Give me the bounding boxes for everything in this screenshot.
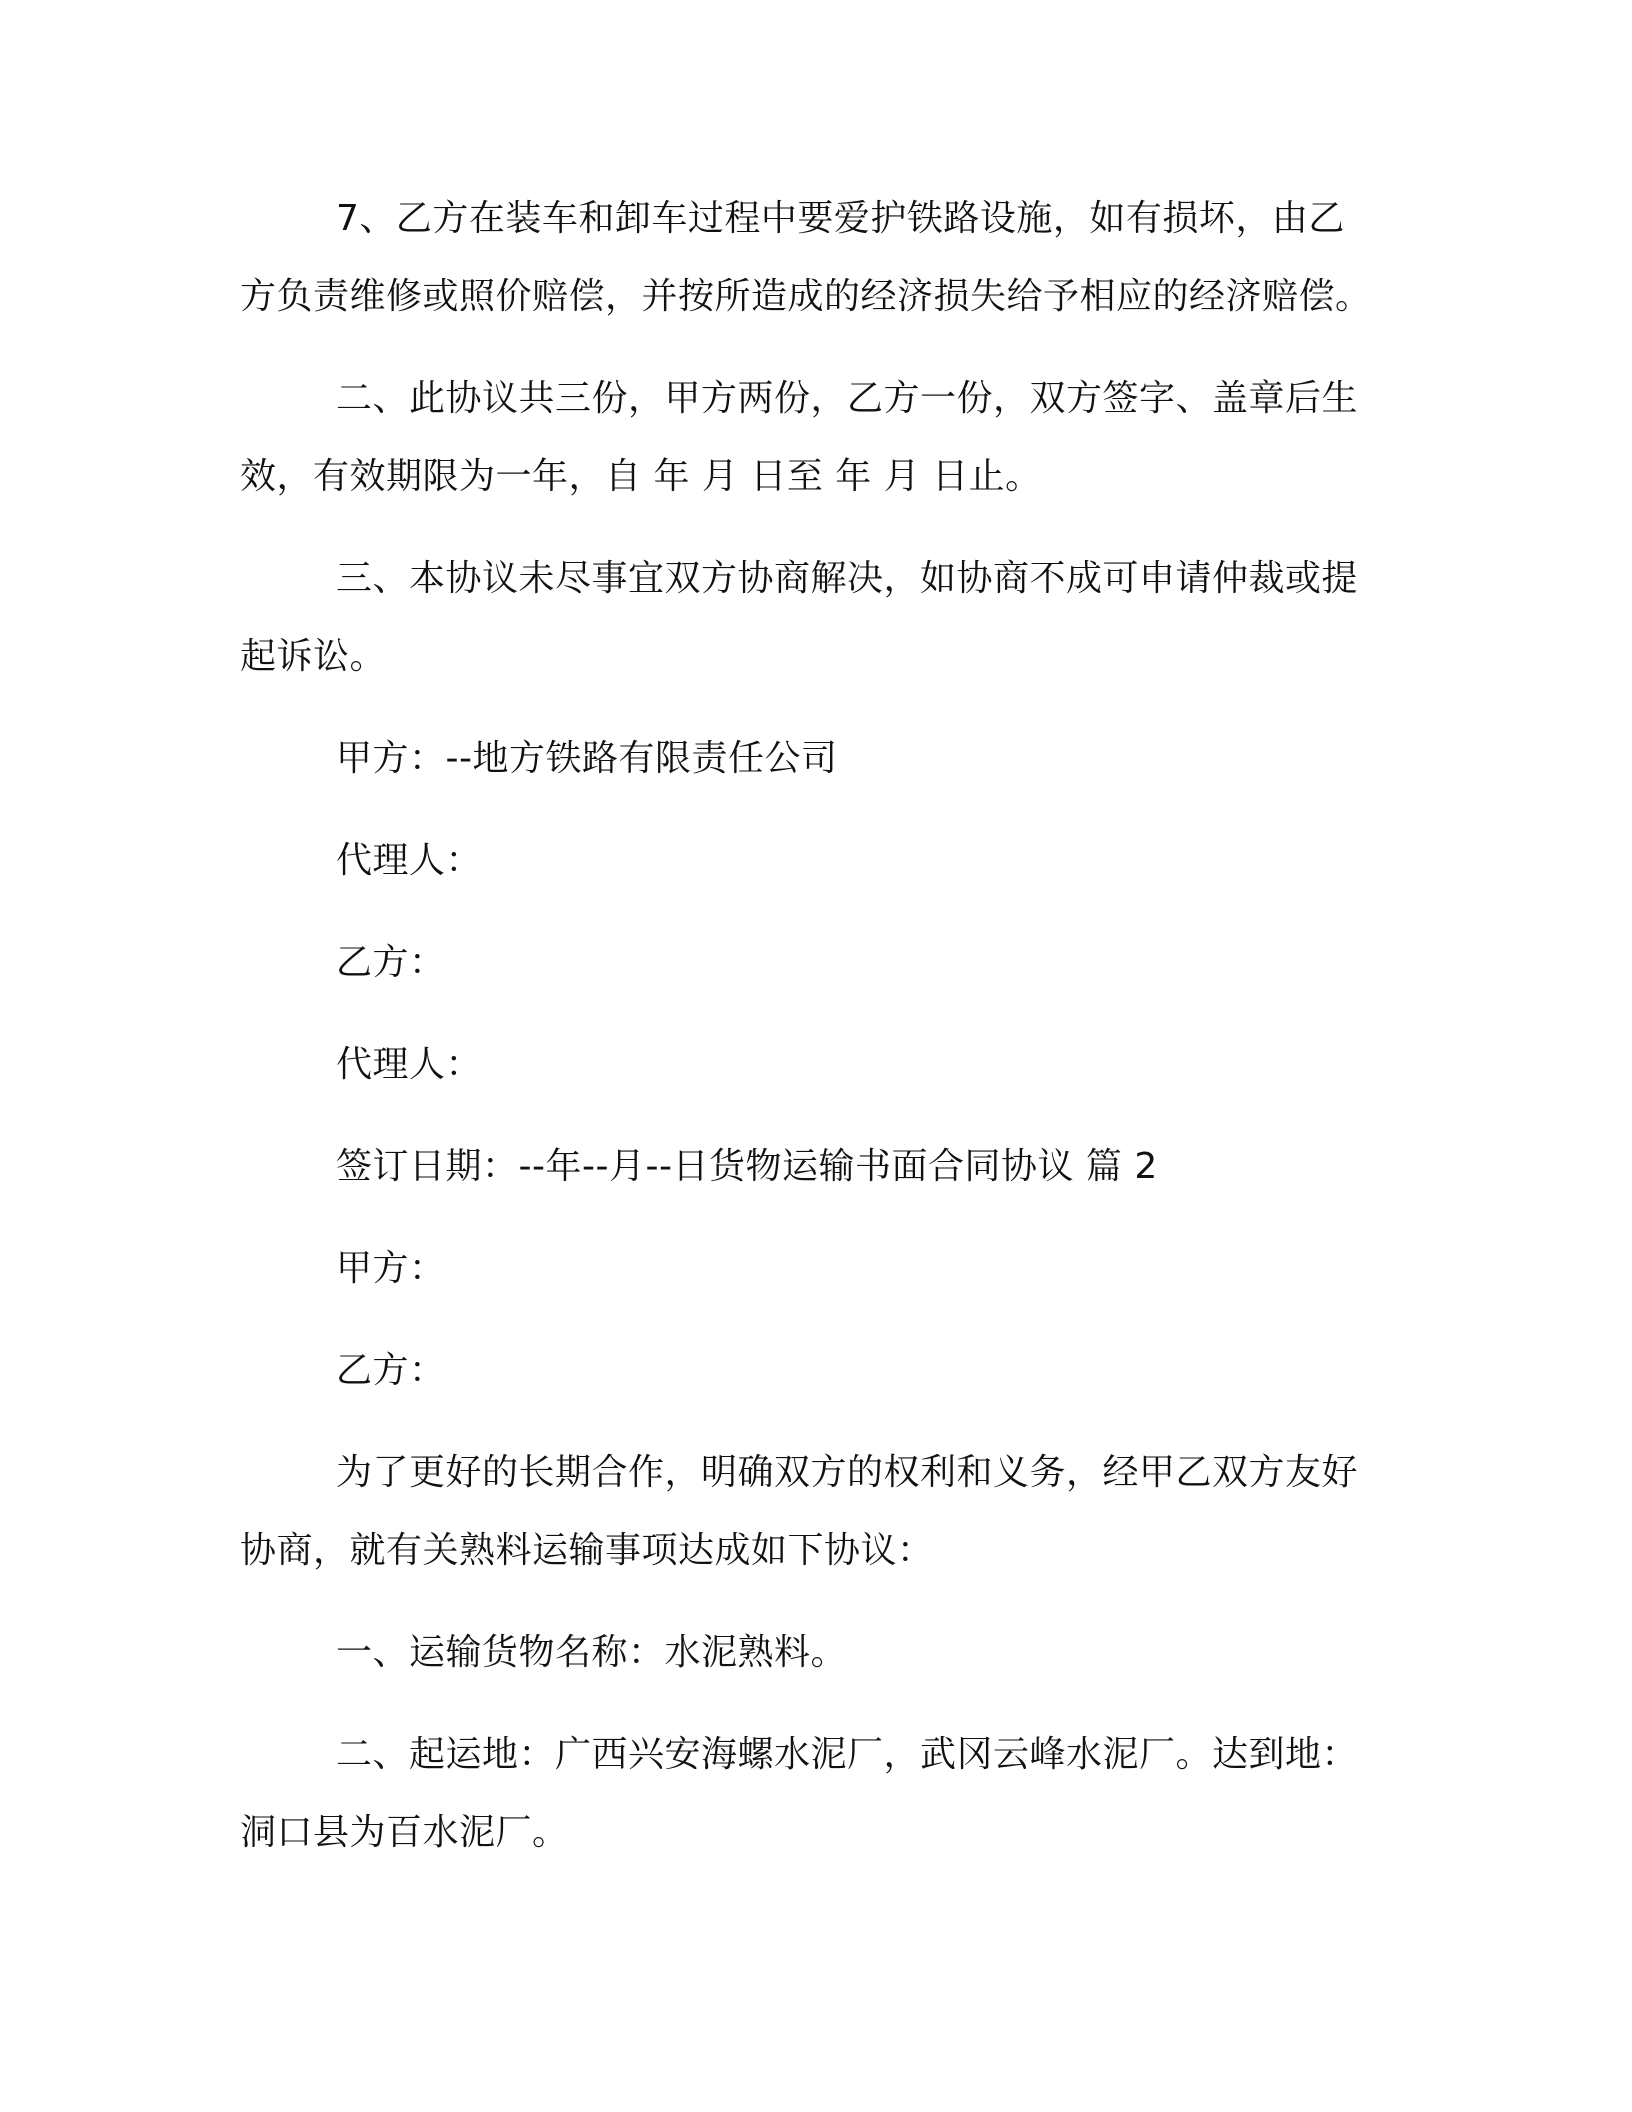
agent-a-line: 代理人： — [336, 840, 483, 881]
party-a-line-2: 甲方： — [336, 1248, 446, 1289]
paragraph-copies-validity: 二、此协议共三份，甲方两份，乙方一份，双方签字、盖章后生效，有效期限为一年，自 年 月 日至 年 月 日止。 — [240, 378, 1359, 497]
signing-date-line: 签订日期：--年--月--日货物运输书面合同协议 篇 2 — [336, 1146, 1158, 1187]
party-a-line: 甲方：--地方铁路有限责任公司 — [336, 738, 838, 779]
paragraph-7-damage-clause: 7、乙方在装车和卸车过程中要爱护铁路设施，如有损坏，由乙方负责维修或照价赔偿，并按所造成的经济损失给予相应的经济赔偿。 — [240, 198, 1372, 317]
paragraph-goods-name: 一、运输货物名称：水泥熟料。 — [336, 1632, 848, 1673]
party-b-line-2: 乙方： — [336, 1350, 446, 1391]
paragraph-cooperation-intro: 为了更好的长期合作，明确双方的权利和义务，经甲乙双方友好协商，就有关熟料运输事项达成如下协议： — [240, 1452, 1359, 1571]
agent-b-line: 代理人： — [336, 1044, 483, 1085]
paragraph-dispute-resolution: 三、本协议未尽事宜双方协商解决，如协商不成可申请仲裁或提起诉讼。 — [240, 558, 1359, 677]
party-b-line: 乙方： — [336, 942, 446, 983]
paragraph-origin-destination: 二、起运地：广西兴安海螺水泥厂，武冈云峰水泥厂。达到地：洞口县为百水泥厂。 — [240, 1734, 1359, 1853]
